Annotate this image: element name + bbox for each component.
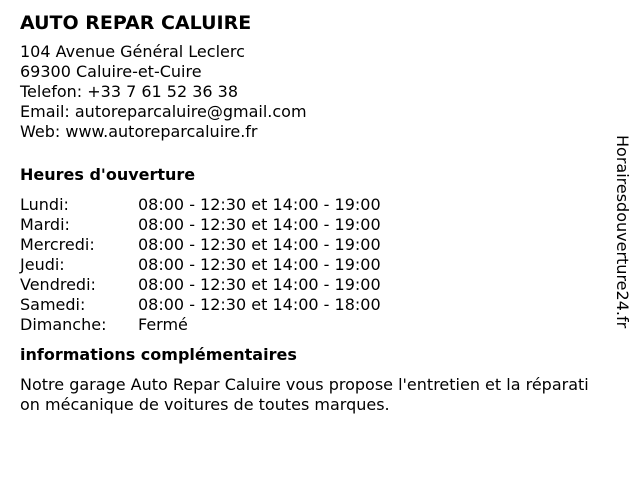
hours-row-saturday: [20, 295, 590, 315]
website: Web: www.autoreparcaluire.fr: [20, 122, 258, 141]
hours-row-sunday: [20, 315, 590, 335]
hours-heading: Heures d'ouverture: [20, 165, 196, 184]
hours-day: Jeudi:: [20, 255, 65, 274]
hours-time: 08:00 - 12:30 et 14:00 - 19:00: [138, 275, 381, 294]
address-line-1: 104 Avenue Général Leclerc: [20, 42, 245, 61]
hours-time: 08:00 - 12:30 et 14:00 - 19:00: [138, 215, 381, 234]
info-heading: informations complémentaires: [20, 345, 297, 364]
phone-number: Telefon: +33 7 61 52 36 38: [20, 82, 239, 101]
hours-time: 08:00 - 12:30 et 14:00 - 18:00: [138, 295, 381, 314]
hours-day: Mercredi:: [20, 235, 95, 254]
hours-row-thursday: [20, 255, 590, 275]
info-description: Notre garage Auto Repar Caluire vous propose l'entretien et la réparation mécanique de voitures de toutes marques.: [20, 375, 589, 414]
hours-table: [20, 195, 590, 335]
hours-time: Fermé: [138, 315, 188, 334]
hours-row-monday: [20, 195, 590, 215]
hours-time: 08:00 - 12:30 et 14:00 - 19:00: [138, 195, 381, 214]
hours-row-tuesday: [20, 215, 590, 235]
site-watermark: Horairesdouverture24.fr: [613, 135, 632, 329]
hours-day: Samedi:: [20, 295, 86, 314]
hours-day: Lundi:: [20, 195, 69, 214]
hours-day: Vendredi:: [20, 275, 96, 294]
hours-day: Dimanche:: [20, 315, 107, 334]
hours-time: 08:00 - 12:30 et 14:00 - 19:00: [138, 255, 381, 274]
email-address: Email: autoreparcaluire@gmail.com: [20, 102, 307, 121]
hours-row-friday: [20, 275, 590, 295]
address-line-2: 69300 Caluire-et-Cuire: [20, 62, 202, 81]
hours-day: Mardi:: [20, 215, 70, 234]
business-card: [20, 10, 590, 415]
hours-time: 08:00 - 12:30 et 14:00 - 19:00: [138, 235, 381, 254]
hours-row-wednesday: [20, 235, 590, 255]
business-name: AUTO REPAR CALUIRE: [20, 12, 252, 34]
